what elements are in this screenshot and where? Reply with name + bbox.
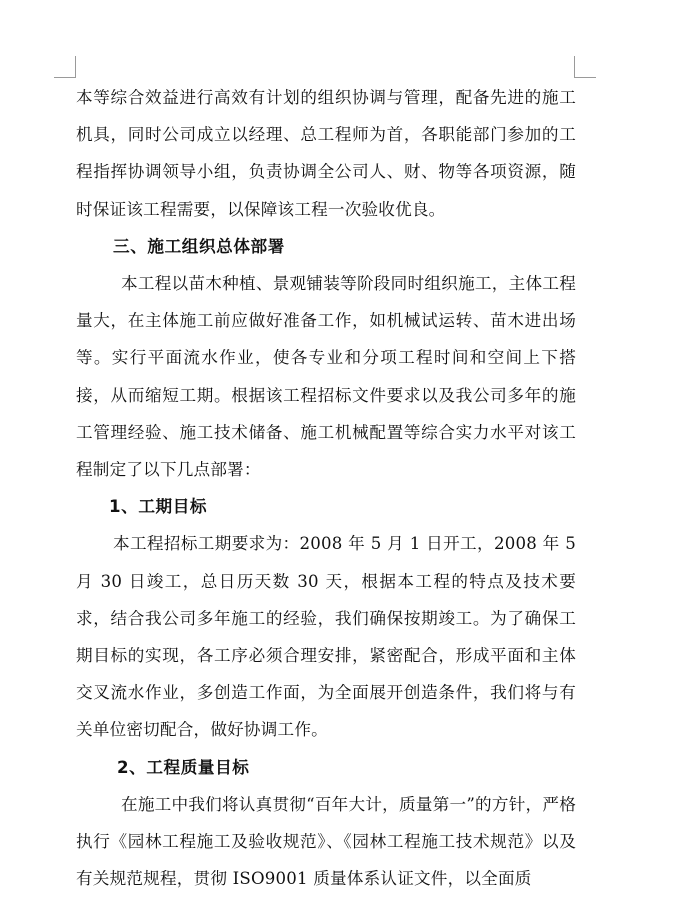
crop-mark-top-right (574, 56, 575, 78)
paragraph-quality: 在施工中我们将认真贯彻“百年大计，质量第一”的方针，严格执行《园林工程施工及验收规范》、《园林工程施工技术规范》以及有关规范规程，贯彻 ISO9001 质量体系认证文件，以全面质 (76, 794, 576, 889)
paragraph-continuation: 本等综合效益进行高效有计划的组织协调与管理，配备先进的施工机具，同时公司成立以经理、总工程师为首，各职能部门参加的工程指挥协调领导小组，负责协调全公司人、财、物等各项资源，随时保证该工程需要，以保障该工程一次验收优良。 (76, 88, 576, 219)
document-body (76, 79, 576, 897)
crop-mark-top-left (54, 77, 76, 78)
subsection-heading-schedule: 1、工期目标 (109, 497, 208, 517)
subsection-heading-quality: 2、工程质量目标 (117, 757, 250, 777)
crop-mark-top-right (574, 77, 596, 78)
paragraph-schedule: 本工程招标工期要求为：2008 年 5 月 1 日开工，2008 年 5 月 30 日竣工，总日历天数 30 天，根据本工程的特点及技术要求，结合我公司多年施工的经验，我们确保按期竣工。为了确保工期目标的实现，各工序必须合理安排，紧密配合，形成平面和主体交叉流水作业，多创造工作面，为全面展开创造条件，我们将与有关单位密切配合，做好协调工作。 (76, 534, 576, 740)
paragraph-deployment: 本工程以苗木种植、景观铺装等阶段同时组织施工，主体工程量大，在主体施工前应做好准备工作，如机械试运转、苗木进出场等。实行平面流水作业，使各专业和分项工程时间和空间上下搭接，从而缩短工期。根据该工程招标文件要求以及我公司多年的施工管理经验、施工技术储备、施工机械配置等综合实力水平对该工程制定了以下几点部署： (76, 274, 576, 480)
crop-mark-top-left (75, 56, 76, 78)
section-heading: 三、施工组织总体部署 (113, 236, 285, 256)
